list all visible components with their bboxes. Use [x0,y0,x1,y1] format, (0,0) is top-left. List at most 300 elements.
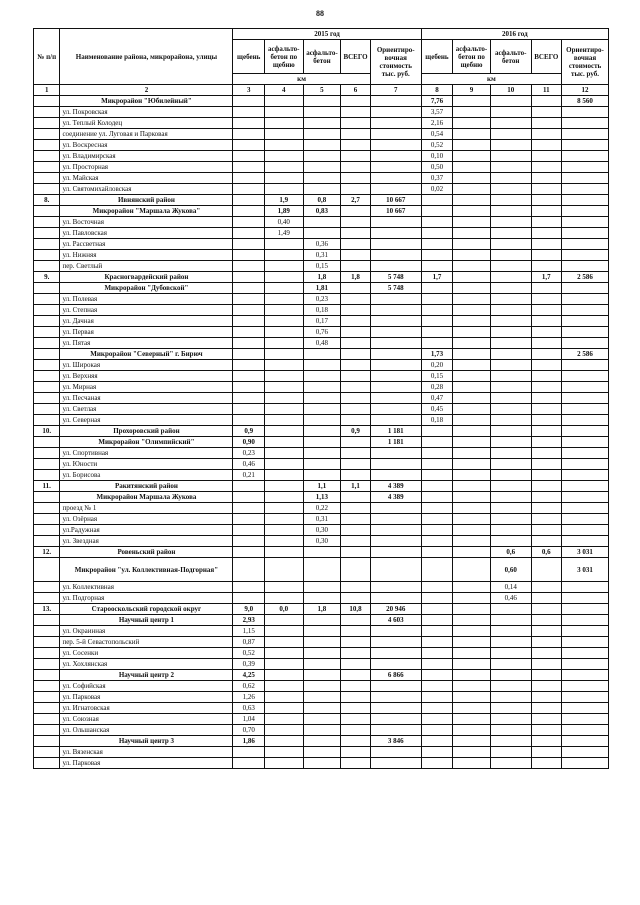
value-cell [370,250,421,261]
value-cell: 1 181 [370,437,421,448]
row-name-cell: ул. Мирная [60,382,233,393]
value-cell [264,659,303,670]
value-cell [453,670,491,681]
value-cell [421,615,453,626]
table-row [34,736,609,747]
value-cell [341,327,371,338]
table-row [34,294,609,305]
value-cell [490,283,531,294]
value-cell [531,305,562,316]
value-cell: 10 667 [370,206,421,217]
value-cell [341,437,371,448]
value-cell [531,536,562,547]
row-name-cell: ул. Рассветная [60,239,233,250]
col-num-header: № п/п [34,29,60,85]
table-row [34,404,609,415]
row-number-cell [34,615,60,626]
year-2015-header: 2015 год [233,29,421,40]
table-row [34,162,609,173]
value-cell [453,437,491,448]
value-cell [233,140,265,151]
value-cell [562,593,609,604]
row-name-cell: ул. Степная [60,305,233,316]
value-cell: 2,93 [233,615,265,626]
value-cell [303,415,341,426]
value-cell: 1,7 [421,272,453,283]
value-cell [490,173,531,184]
value-cell: 0,20 [421,360,453,371]
row-name-cell: ул. Звездная [60,536,233,547]
value-cell [531,703,562,714]
km-unit-2015: км [233,74,370,85]
value-cell [531,670,562,681]
row-number-cell [34,371,60,382]
value-cell [341,659,371,670]
value-cell [562,637,609,648]
value-cell: 0,87 [233,637,265,648]
value-cell [490,758,531,769]
row-number-cell [34,593,60,604]
row-number-cell [34,659,60,670]
value-cell [233,283,265,294]
value-cell [370,173,421,184]
value-cell [453,151,491,162]
value-cell [421,736,453,747]
value-cell [303,437,341,448]
value-cell [453,692,491,703]
value-cell [370,294,421,305]
row-number-cell [34,648,60,659]
value-cell [264,371,303,382]
row-name-cell: ул. Парковая [60,758,233,769]
value-cell [421,481,453,492]
value-cell [562,151,609,162]
value-cell [233,239,265,250]
row-name-cell: Ровеньский район [60,547,233,558]
value-cell: 1 181 [370,426,421,437]
value-cell [531,725,562,736]
value-cell [490,349,531,360]
row-name-cell: ул. Теплый Колодец [60,118,233,129]
value-cell [303,593,341,604]
row-number-cell: 9. [34,272,60,283]
value-cell [531,415,562,426]
asf-po-shch-header-2016: асфальто-бетон по щебню [453,40,491,74]
table-row [34,327,609,338]
value-cell [421,692,453,703]
value-cell [490,525,531,536]
value-cell [233,316,265,327]
value-cell [490,393,531,404]
value-cell: 20 946 [370,604,421,615]
table-row [34,415,609,426]
value-cell [264,514,303,525]
value-cell [490,239,531,250]
value-cell [233,349,265,360]
value-cell [421,239,453,250]
row-name-cell: Микрорайон Маршала Жукова [60,492,233,503]
value-cell [453,184,491,195]
value-cell: 0,8 [303,195,341,206]
value-cell [531,129,562,140]
table-row [34,118,609,129]
value-cell [453,239,491,250]
value-cell [370,692,421,703]
value-cell: 1,7 [531,272,562,283]
value-cell [490,437,531,448]
value-cell [370,129,421,140]
value-cell [531,558,562,582]
value-cell [453,615,491,626]
value-cell [341,305,371,316]
row-number-cell [34,316,60,327]
value-cell: 3 031 [562,558,609,582]
value-cell [370,404,421,415]
row-name-cell: Старооскольский городской округ [60,604,233,615]
value-cell [233,206,265,217]
row-name-cell: ул. Верхняя [60,371,233,382]
value-cell [531,525,562,536]
value-cell: 3,57 [421,107,453,118]
row-name-cell: Микрорайон "ул. Коллективная-Подгорная" [60,558,233,582]
table-row [34,593,609,604]
row-name-cell: ул. Дачная [60,316,233,327]
value-cell [370,637,421,648]
value-cell [490,747,531,758]
value-cell [341,228,371,239]
value-cell [370,327,421,338]
row-number-cell [34,327,60,338]
value-cell [421,681,453,692]
value-cell [303,426,341,437]
value-cell [264,338,303,349]
value-cell [233,250,265,261]
value-cell [341,206,371,217]
value-cell [490,338,531,349]
value-cell: 1,8 [303,604,341,615]
value-cell: 6 866 [370,670,421,681]
value-cell [341,162,371,173]
column-number: 9 [453,85,491,96]
value-cell [453,470,491,481]
value-cell: 1,13 [303,492,341,503]
value-cell [490,327,531,338]
value-cell [531,459,562,470]
table-row [34,448,609,459]
value-cell: 0,47 [421,393,453,404]
value-cell [341,615,371,626]
table-row [34,459,609,470]
value-cell [562,184,609,195]
value-cell [370,514,421,525]
asf-po-shch-header: асфальто-бетон по щебню [264,40,303,74]
value-cell [421,195,453,206]
value-cell [421,582,453,593]
value-cell [531,470,562,481]
value-cell [531,327,562,338]
value-cell [531,514,562,525]
value-cell [233,162,265,173]
value-cell [303,382,341,393]
value-cell [562,681,609,692]
value-cell [264,415,303,426]
table-row [34,492,609,503]
value-cell [264,637,303,648]
value-cell [341,692,371,703]
value-cell [562,437,609,448]
table-row [34,349,609,360]
value-cell [233,184,265,195]
value-cell [303,747,341,758]
row-name-cell: ул. Покровская [60,107,233,118]
value-cell [531,714,562,725]
row-number-cell [34,184,60,195]
row-name-cell: ул. Первая [60,327,233,338]
value-cell: 0,54 [421,129,453,140]
value-cell [370,470,421,481]
value-cell: 2 586 [562,349,609,360]
value-cell [370,96,421,107]
row-number-cell [34,626,60,637]
row-name-cell: ул.Радужная [60,525,233,536]
value-cell [264,360,303,371]
value-cell: 0,15 [303,261,341,272]
row-name-cell: Микрорайон "Маршала Жукова" [60,206,233,217]
value-cell [370,107,421,118]
column-number: 7 [370,85,421,96]
value-cell [531,582,562,593]
row-name-cell: соединение ул. Луговая и Парковая [60,129,233,140]
value-cell [421,626,453,637]
value-cell [453,593,491,604]
value-cell [562,492,609,503]
value-cell [421,294,453,305]
value-cell: 0,23 [303,294,341,305]
row-name-cell: ул. Подгорная [60,593,233,604]
row-name-cell: пер. 5-й Севастопольский [60,637,233,648]
value-cell [531,448,562,459]
value-cell [341,492,371,503]
row-name-cell: ул. Майская [60,173,233,184]
value-cell [233,228,265,239]
value-cell [341,338,371,349]
column-number: 2 [60,85,233,96]
row-name-cell: Микрорайон "Дубовской" [60,283,233,294]
value-cell [490,714,531,725]
table-row [34,96,609,107]
row-number-cell [34,637,60,648]
value-cell [562,481,609,492]
value-cell [303,736,341,747]
value-cell [531,692,562,703]
value-cell: 2,16 [421,118,453,129]
value-cell [341,316,371,327]
value-cell [562,305,609,316]
row-name-cell: ул. Пятая [60,338,233,349]
value-cell [264,239,303,250]
value-cell [341,415,371,426]
value-cell: 4 389 [370,492,421,503]
value-cell [490,736,531,747]
value-cell [370,503,421,514]
value-cell [370,582,421,593]
value-cell [341,736,371,747]
value-cell [303,670,341,681]
value-cell [562,360,609,371]
table-row [34,217,609,228]
value-cell [453,736,491,747]
value-cell [562,107,609,118]
value-cell [370,725,421,736]
value-cell [421,470,453,481]
value-cell [531,294,562,305]
value-cell: 0,0 [264,604,303,615]
value-cell [370,151,421,162]
value-cell [370,626,421,637]
row-number-cell [34,448,60,459]
value-cell: 0,23 [233,448,265,459]
vsego-header-2016: ВСЕГО [531,40,562,74]
value-cell [453,492,491,503]
row-name-cell: ул. Юности [60,459,233,470]
value-cell: 7,76 [421,96,453,107]
value-cell [531,426,562,437]
value-cell: 8 560 [562,96,609,107]
row-number-cell [34,338,60,349]
value-cell [341,96,371,107]
row-name-cell: ул. Восточная [60,217,233,228]
value-cell [233,481,265,492]
year-2016-header: 2016 год [421,29,608,40]
row-number-cell [34,250,60,261]
value-cell [453,129,491,140]
value-cell [490,118,531,129]
value-cell: 0,46 [490,593,531,604]
value-cell [562,261,609,272]
value-cell: 1,8 [303,272,341,283]
row-number-cell [34,758,60,769]
row-number-cell [34,283,60,294]
row-name-cell: Научный центр 3 [60,736,233,747]
value-cell [490,96,531,107]
row-number-cell [34,118,60,129]
value-cell [370,758,421,769]
value-cell [531,107,562,118]
value-cell [453,558,491,582]
table-row [34,536,609,547]
row-number-cell [34,129,60,140]
value-cell: 5 748 [370,283,421,294]
value-cell [490,448,531,459]
value-cell [233,96,265,107]
value-cell: 1,15 [233,626,265,637]
value-cell [562,415,609,426]
value-cell [233,503,265,514]
value-cell [562,195,609,206]
table-row [34,703,609,714]
value-cell: 1,04 [233,714,265,725]
table-body [34,96,609,769]
value-cell [562,604,609,615]
value-cell [370,547,421,558]
row-number-cell [34,382,60,393]
table-row [34,195,609,206]
table-row [34,250,609,261]
row-name-cell: ул. Спортивная [60,448,233,459]
value-cell [264,703,303,714]
value-cell [453,525,491,536]
value-cell [562,747,609,758]
table-row [34,426,609,437]
value-cell [264,714,303,725]
value-cell [562,404,609,415]
value-cell [421,250,453,261]
value-cell [341,593,371,604]
value-cell [303,703,341,714]
value-cell [562,648,609,659]
value-cell [233,272,265,283]
value-cell [341,382,371,393]
value-cell [453,107,491,118]
value-cell [562,670,609,681]
value-cell [531,404,562,415]
value-cell [562,582,609,593]
value-cell [453,261,491,272]
value-cell [490,470,531,481]
value-cell [490,184,531,195]
value-cell [303,615,341,626]
value-cell [531,239,562,250]
value-cell [562,536,609,547]
row-number-cell [34,525,60,536]
value-cell [370,525,421,536]
value-cell [341,703,371,714]
value-cell [562,162,609,173]
value-cell: 0,40 [264,217,303,228]
value-cell [453,426,491,437]
value-cell [233,217,265,228]
value-cell [490,140,531,151]
value-cell [303,582,341,593]
value-cell: 0,48 [303,338,341,349]
value-cell: 0,9 [341,426,371,437]
value-cell: 0,22 [303,503,341,514]
value-cell [453,217,491,228]
value-cell [233,107,265,118]
value-cell [453,536,491,547]
table-row [34,206,609,217]
value-cell [233,747,265,758]
value-cell [303,692,341,703]
value-cell [233,327,265,338]
table-row [34,151,609,162]
value-cell [562,514,609,525]
value-cell [264,283,303,294]
value-cell [490,129,531,140]
row-number-cell [34,582,60,593]
row-number-cell [34,162,60,173]
row-number-cell [34,670,60,681]
value-cell [421,703,453,714]
value-cell [264,129,303,140]
value-cell [264,305,303,316]
value-cell [453,338,491,349]
value-cell [490,626,531,637]
value-cell [531,184,562,195]
value-cell [562,615,609,626]
table-row [34,305,609,316]
row-number-cell [34,206,60,217]
